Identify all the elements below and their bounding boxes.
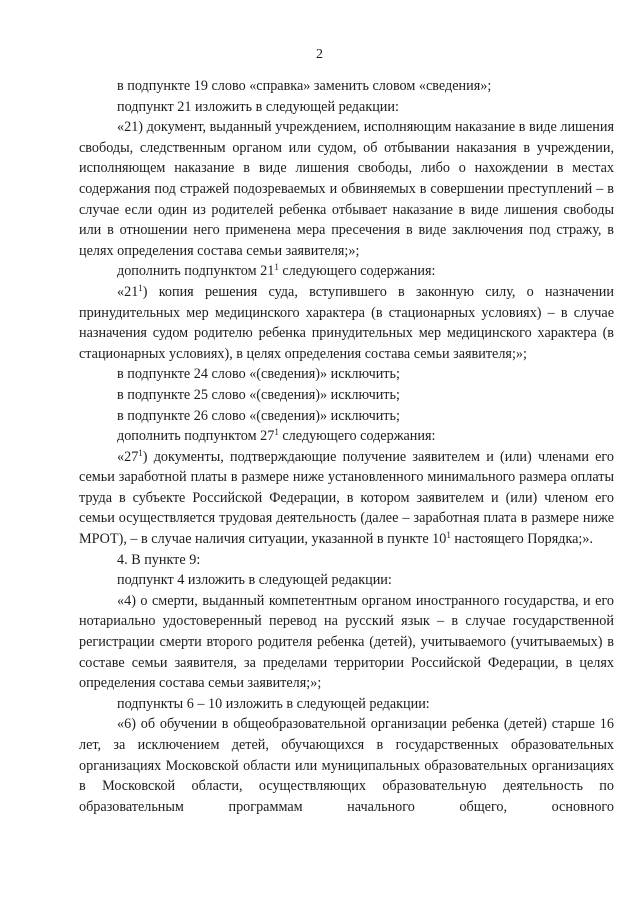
subparagraph-21-1-text: «$21^1$) копия решения суда, вступившего в законную силу, о назначении принудительных мер медицинского характера (в стационарных условиях) – в случае назначения судом родителю ребенка принудительных мер медицинского характера (в стационарных условиях), в целях определения состава семьи заявителя;»; <box>79 282 614 362</box>
subparagraph-4-text: «4) о смерти, выданный компетентным органом иностранного государства, и его нотариально удостоверенный перевод на русский язык – в случае государственной регистрации смерти второго родителя ребенка (детей), учитываемого (учитываемых) в составе семьи заявителя, за пределами территории Российской Федерации, в целях определения состава семьи заявителя;»; <box>79 592 614 692</box>
amendment-paragraph: в подпункте 26 слово «(сведения)» исключить; <box>117 407 400 424</box>
amendment-paragraph: в подпункте 24 слово «(сведения)» исключить; <box>117 366 400 383</box>
amendment-paragraph: в подпункте 25 слово «(сведения)» исключить; <box>117 386 400 403</box>
superscript-index: 1 <box>274 427 279 438</box>
superscript-index: 1 <box>138 447 143 458</box>
amendment-paragraph: подпункт 21 изложить в следующей редакции: <box>117 98 399 115</box>
superscript-index: 1 <box>446 530 451 541</box>
amendment-paragraph: дополнить подпунктом $27^1$ следующего содержания: <box>117 427 436 445</box>
page-number: 2 <box>316 47 323 62</box>
subparagraph-21-text: «21) документ, выданный учреждением, исполняющим наказание в виде лишения свободы, следственным органом или судом, об отбывании наказания в учреждении, исполняющем наказание в виде лишения свободы, либо о нахождении в местах содержания под стражей подозреваемых и обвиняемых в совершении преступлений – в случае если один из родителей ребенка отбывает наказание в виде лишения свободы или в отношении него применена мера пресечения в виде заключения под стражу, в целях определения состава семьи заявителя;»; <box>79 119 614 259</box>
subparagraph-27-1-text: «$27^1$) документы, подтверждающие получение заявителем и (или) членами его семьи заработной платы в размере ниже установленного минимального размера оплаты труда в субъекте Российской Федерации, в котором заявителем и (или) членом его семьи осуществляется трудовая деятельность (далее – заработная плата в размере ниже МРОТ), – в случае наличия ситуации, указанной в пункте $10^1$ настоящего Порядка;». <box>79 447 614 548</box>
subparagraph-6-text: «6) об обучении в общеобразовательной организации ребенка (детей) старше 16 лет, за исключением детей, обучающихся в государственных образовательных организациях Московской области или муниципальных образовательных организациях в Московской области, осуществляющих образовательную деятельность по образовательным программам начального общего, основного <box>79 716 614 815</box>
amendment-paragraph: в подпункте 19 слово «справка» заменить словом «сведения»; <box>117 78 492 94</box>
document-body <box>79 76 614 817</box>
superscript-index: 1 <box>138 282 143 293</box>
section-heading: 4. В пункте 9: <box>117 551 201 568</box>
amendment-paragraph: подпункты 6 – 10 изложить в следующей редакции: <box>117 695 430 712</box>
amendment-paragraph: дополнить подпунктом $21^1$ следующего содержания: <box>117 262 436 280</box>
superscript-index: 1 <box>274 262 279 273</box>
amendment-paragraph: подпункт 4 изложить в следующей редакции: <box>117 572 392 589</box>
